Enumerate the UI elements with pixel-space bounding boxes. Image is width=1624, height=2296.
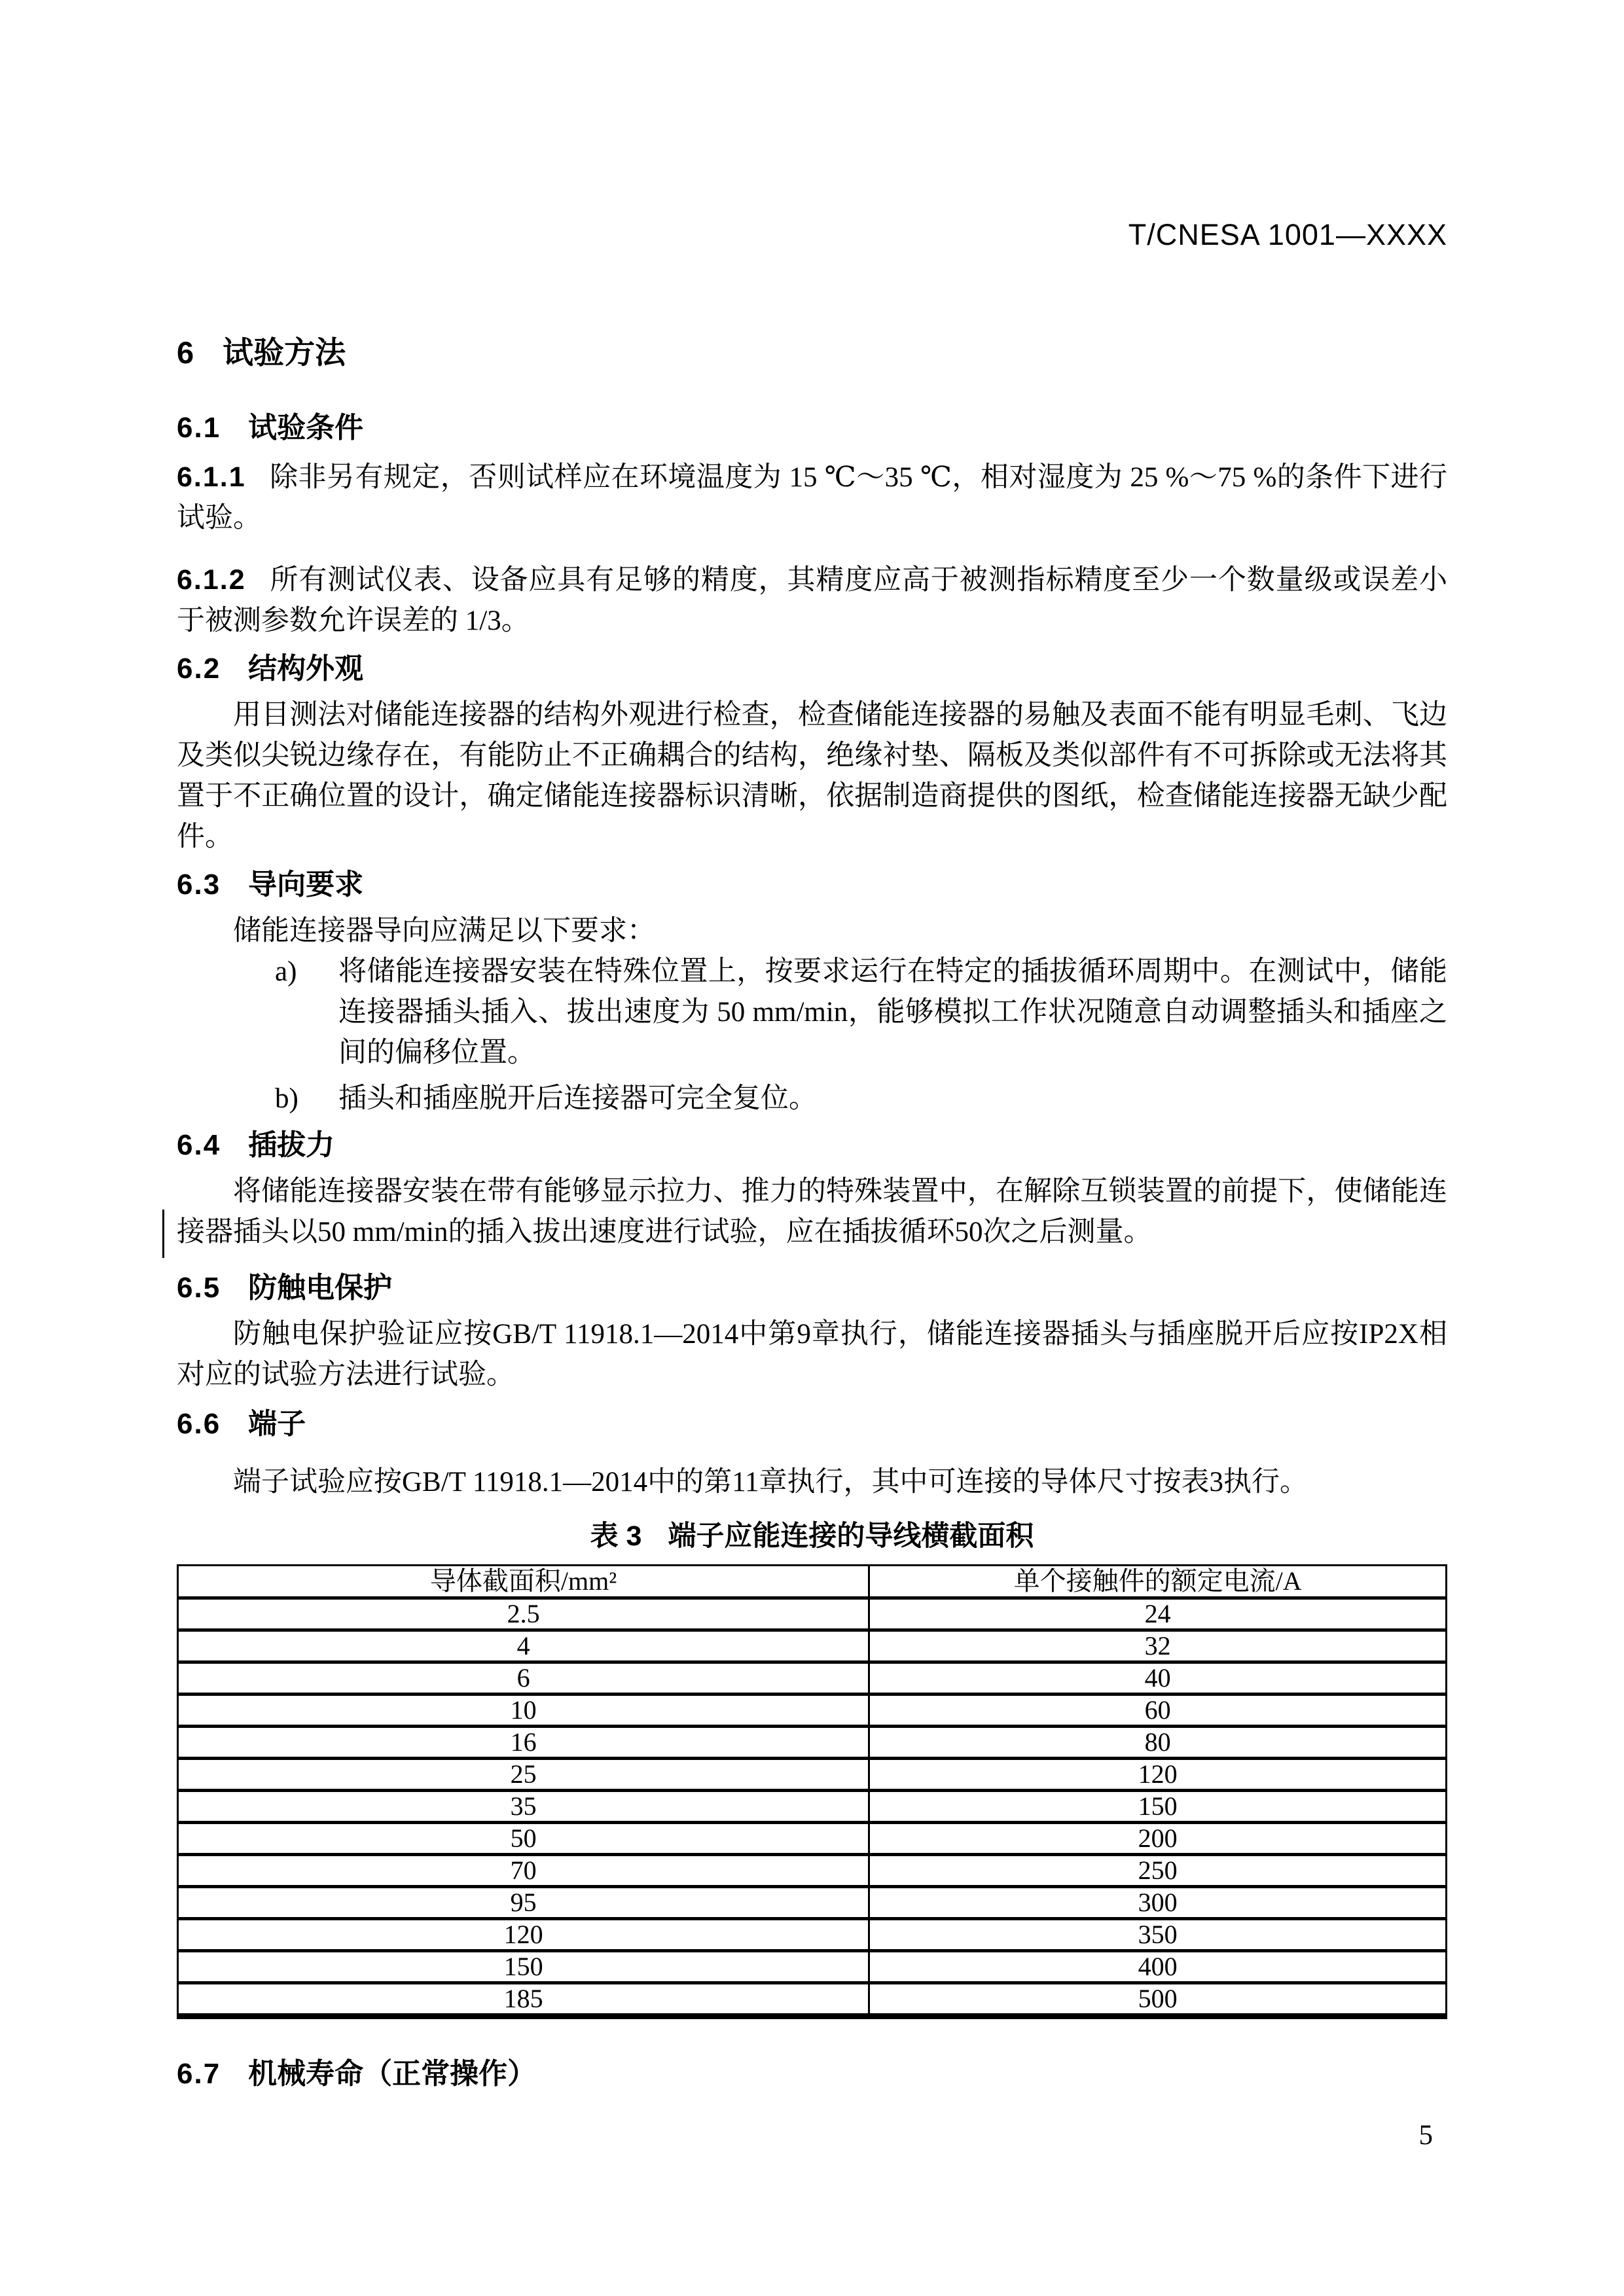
clause-6-1-1-number: 6.1.1	[177, 461, 246, 493]
table-row	[178, 1727, 1447, 1759]
table-3-label: 表 3	[590, 1520, 642, 1552]
table-3	[177, 1564, 1447, 2019]
clause-6-1-1	[177, 457, 1447, 539]
table-cell: 400	[869, 1951, 1447, 1983]
paragraph-6-6: 端子试验应按GB/T 11918.1—2014中的第11章执行，其中可连接的导体尺寸按表3执行。	[233, 1467, 1308, 1498]
table-cell: 150	[178, 1951, 869, 1983]
table-cell: 250	[869, 1855, 1447, 1887]
paragraph-6-4-text: 将储能连接器安装在带有能够显示拉力、推力的特殊装置中，在解除互锁装置的前提下，使储能连接器插头以50 mm/min的插入拔出速度进行试验，应在插拔循环50次之后测量。	[177, 1176, 1447, 1247]
paragraph-6-5: 防触电保护验证应按GB/T 11918.1—2014中第9章执行，储能连接器插头与插座脱开后应按IP2X相对应的试验方法进行试验。	[177, 1319, 1447, 1390]
table-cell: 120	[869, 1759, 1447, 1791]
table-row	[178, 1983, 1447, 2017]
table-cell: 350	[869, 1919, 1447, 1951]
heading-6-6	[177, 1407, 1447, 1441]
paragraph-6-4	[177, 1172, 1447, 1253]
clause-6-1-1-text: 除非另有规定，否则试样应在环境温度为 15 ℃～35 ℃，相对湿度为 25 %～75 %的条件下进行试验。	[177, 462, 1447, 533]
table-row	[178, 1919, 1447, 1951]
heading-6-3-title: 导向要求	[248, 869, 364, 901]
table-cell: 16	[178, 1727, 869, 1759]
table-row	[178, 1759, 1447, 1791]
table-cell: 120	[178, 1919, 869, 1951]
table-cell: 4	[178, 1630, 869, 1662]
table-cell: 200	[869, 1823, 1447, 1855]
table-cell: 6	[178, 1662, 869, 1695]
table-3-title: 端子应能连接的导线横截面积	[668, 1520, 1034, 1552]
table-cell: 70	[178, 1855, 869, 1887]
table-row	[178, 1791, 1447, 1823]
table-row	[178, 1951, 1447, 1983]
table-cell: 300	[869, 1887, 1447, 1919]
heading-6-1	[177, 411, 1447, 445]
table-row	[178, 1887, 1447, 1919]
table-cell: 185	[178, 1983, 869, 2017]
heading-6-4-title: 插拔力	[248, 1129, 335, 1161]
table-row	[178, 1823, 1447, 1855]
table-row	[178, 1598, 1447, 1630]
table-row	[178, 1630, 1447, 1662]
heading-6-number: 6	[177, 335, 196, 370]
list-item-a-text: 将储能连接器安装在特殊位置上，按要求运行在特定的插拔循环周期中。在测试中，储能连接器插头插入、拔出速度为 50 mm/min，能够模拟工作状况随意自动调整插头和插座之间的偏移位置。	[338, 956, 1447, 1068]
heading-6-title: 试验方法	[223, 335, 346, 370]
heading-6-2-number: 6.2	[177, 653, 221, 685]
heading-6-5-number: 6.5	[177, 1272, 221, 1304]
table-row	[178, 1695, 1447, 1727]
table-header-cell: 导体截面积/mm²	[178, 1566, 869, 1598]
heading-6	[177, 335, 1447, 370]
list-item-b-label: b)	[275, 1083, 298, 1114]
table-cell: 80	[869, 1727, 1447, 1759]
heading-6-6-number: 6.6	[177, 1408, 221, 1440]
heading-6-5	[177, 1271, 1447, 1305]
heading-6-1-title: 试验条件	[248, 412, 364, 444]
clause-6-1-2	[177, 560, 1447, 641]
list-item-b-text: 插头和插座脱开后连接器可完全复位。	[338, 1083, 817, 1114]
table-cell: 35	[178, 1791, 869, 1823]
table-cell: 40	[869, 1662, 1447, 1695]
clause-6-1-2-text: 所有测试仪表、设备应具有足够的精度，其精度应高于被测指标精度至少一个数量级或误差小于被测参数允许误差的 1/3。	[177, 565, 1447, 636]
heading-6-5-title: 防触电保护	[248, 1272, 393, 1304]
table-row	[178, 1662, 1447, 1695]
table-cell: 50	[178, 1823, 869, 1855]
heading-6-6-title: 端子	[248, 1408, 306, 1440]
list-item-a-label: a)	[275, 956, 297, 987]
page-number: 5	[1418, 2120, 1433, 2151]
table-cell: 24	[869, 1598, 1447, 1630]
heading-6-2-title: 结构外观	[248, 653, 364, 685]
heading-6-7	[177, 2057, 1447, 2091]
clause-6-1-2-number: 6.1.2	[177, 564, 246, 596]
heading-6-7-number: 6.7	[177, 2058, 221, 2090]
heading-6-3	[177, 868, 1447, 902]
table-header-row	[178, 1566, 1447, 1598]
list-6-3	[177, 952, 1447, 1119]
table-header-cell: 单个接触件的额定电流/A	[869, 1566, 1447, 1598]
list-item-a	[177, 952, 1447, 1073]
paragraph-6-2: 用目测法对储能连接器的结构外观进行检查，检查储能连接器的易触及表面不能有明显毛刺、飞边及类似尖锐边缘存在，有能防止不正确耦合的结构，绝缘衬垫、隔板及类似部件有不可拆除或无法将其置于不正确位置的设计，确定储能连接器标识清晰，依据制造商提供的图纸，检查储能连接器无缺少配件。	[177, 700, 1447, 852]
table-cell: 10	[178, 1695, 869, 1727]
heading-6-1-number: 6.1	[177, 412, 221, 444]
table-cell: 2.5	[178, 1598, 869, 1630]
heading-6-7-title: 机械寿命（正常操作）	[248, 2058, 537, 2090]
table-cell: 95	[178, 1887, 869, 1919]
revision-change-bar	[162, 1210, 164, 1258]
table-cell: 500	[869, 1983, 1447, 2017]
paragraph-6-3-intro: 储能连接器导向应满足以下要求：	[233, 916, 655, 946]
doc-number: T/CNESA 1001—XXXX	[1128, 218, 1447, 251]
table-3-caption	[177, 1520, 1447, 1552]
table-cell: 32	[869, 1630, 1447, 1662]
table-cell: 25	[178, 1759, 869, 1791]
heading-6-4-number: 6.4	[177, 1129, 221, 1161]
table-cell: 150	[869, 1791, 1447, 1823]
table-cell: 60	[869, 1695, 1447, 1727]
table-row	[178, 1855, 1447, 1887]
heading-6-3-number: 6.3	[177, 869, 221, 901]
heading-6-4	[177, 1128, 1447, 1162]
heading-6-2	[177, 652, 1447, 686]
list-item-b	[177, 1079, 1447, 1119]
